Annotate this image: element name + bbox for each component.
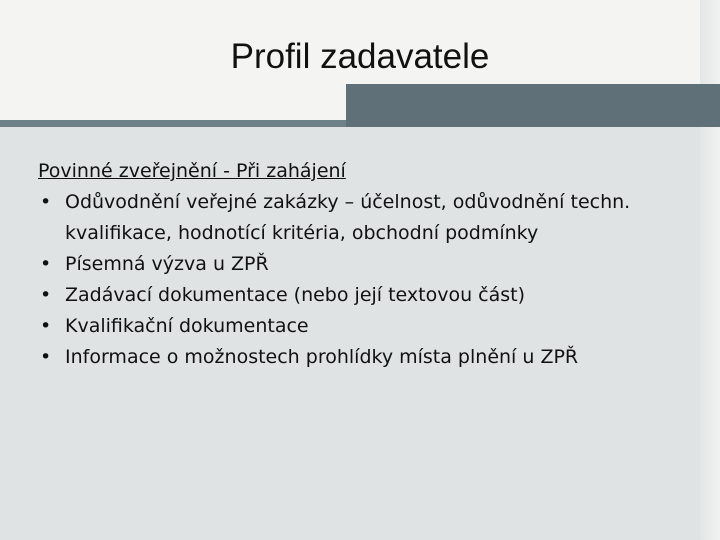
bullet-icon: •	[40, 315, 52, 337]
right-edge-decoration	[700, 0, 720, 540]
list-item	[38, 187, 702, 249]
list-item-text: Zadávací dokumentace (nebo její textovou část)	[65, 284, 526, 306]
bullet-icon: •	[40, 284, 52, 306]
list-item-text: Kvalifikační dokumentace	[65, 315, 309, 337]
bullet-list	[38, 187, 702, 373]
slide-title: Profil zadavatele	[230, 37, 490, 76]
slide-content	[38, 156, 702, 373]
list-item	[38, 249, 702, 280]
list-item-text: Odůvodnění veřejné zakázky – účelnost, odůvodnění techn. kvalifikace, hodnotící kritéria, obchodní podmínky	[65, 191, 631, 244]
content-heading: Povinné zveřejnění - Při zahájení	[38, 160, 346, 182]
list-item-text: Písemná výzva u ZPŘ	[65, 253, 269, 275]
list-item	[38, 280, 702, 311]
bullet-icon: •	[40, 253, 52, 275]
list-item	[38, 311, 702, 342]
bullet-icon: •	[40, 346, 52, 368]
bullet-icon: •	[40, 191, 52, 213]
list-item-text: Informace o možnostech prohlídky místa plnění u ZPŘ	[65, 346, 579, 368]
accent-bar-block	[346, 84, 720, 127]
list-item	[38, 342, 702, 373]
